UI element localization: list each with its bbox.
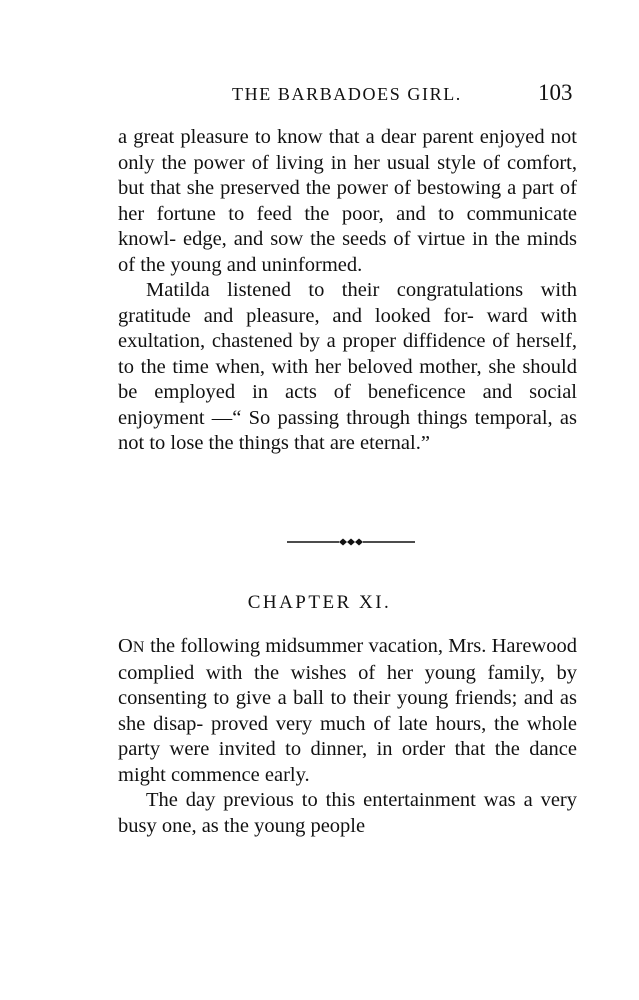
paragraph-continuation bbox=[118, 125, 577, 278]
text-block-chapter bbox=[118, 634, 577, 839]
text-line: to feed the poor, and to communicate knowl- bbox=[118, 202, 577, 250]
text-line: diffidence of herself, to the time when, with bbox=[118, 330, 578, 378]
text-line: in acts of beneficence and social enjoyment bbox=[118, 381, 577, 429]
page-number: 103 bbox=[538, 80, 573, 105]
text-line: with gratitude and pleasure, and looked for- bbox=[118, 279, 578, 327]
text-line: —“ So passing through things temporal, as bbox=[211, 406, 577, 429]
text-line: her beloved mother, she should be employed bbox=[118, 355, 577, 403]
text-line: edge, and sow the seeds of virtue in the bbox=[182, 228, 520, 250]
text-line: the power of bestowing a part of her fortune bbox=[118, 177, 577, 225]
running-head-title: THE BARBADOES GIRL. bbox=[232, 84, 462, 104]
paragraph-matilda bbox=[118, 278, 577, 457]
text-line: party were invited to dinner, in order that bbox=[118, 738, 486, 760]
text-line: Matilda listened to their congratulations bbox=[146, 279, 524, 301]
text-line: ward with exultation, chastened by a proper bbox=[118, 304, 577, 352]
text-line: enjoyed not only the power of living in her bbox=[118, 126, 577, 174]
text-block-top bbox=[118, 125, 577, 457]
text-line: usual style of comfort, but that she preserved bbox=[118, 151, 577, 199]
paragraph-chapter-opening bbox=[118, 634, 577, 788]
text-line: minds of the young and uninformed. bbox=[118, 228, 578, 276]
text-line: a great pleasure to know that a dear parent bbox=[118, 126, 474, 148]
text-line: proved very much of late hours, the whole bbox=[211, 712, 577, 735]
section-divider-ornament bbox=[287, 536, 415, 548]
text-line: to their young friends; and as she disap- bbox=[118, 687, 578, 735]
text-line: Harewood complied with the wishes of her bbox=[118, 635, 578, 684]
text-line: The day previous to this entertainment bbox=[146, 789, 476, 811]
text-line: was a very busy one, as the young people bbox=[118, 789, 577, 837]
text-line: the dance might commence early. bbox=[118, 738, 578, 786]
paragraph-day-previous bbox=[118, 788, 577, 839]
text-line: young family, by consenting to give a ball bbox=[118, 661, 577, 709]
text-line: the following midsummer vacation, Mrs. bbox=[144, 635, 487, 657]
chapter-heading: CHAPTER XI. bbox=[247, 592, 392, 613]
opening-initial-smallcap: N bbox=[132, 639, 145, 656]
text-line: not to lose the things that are eternal.” bbox=[118, 432, 430, 454]
opening-initial: ON bbox=[118, 635, 145, 657]
